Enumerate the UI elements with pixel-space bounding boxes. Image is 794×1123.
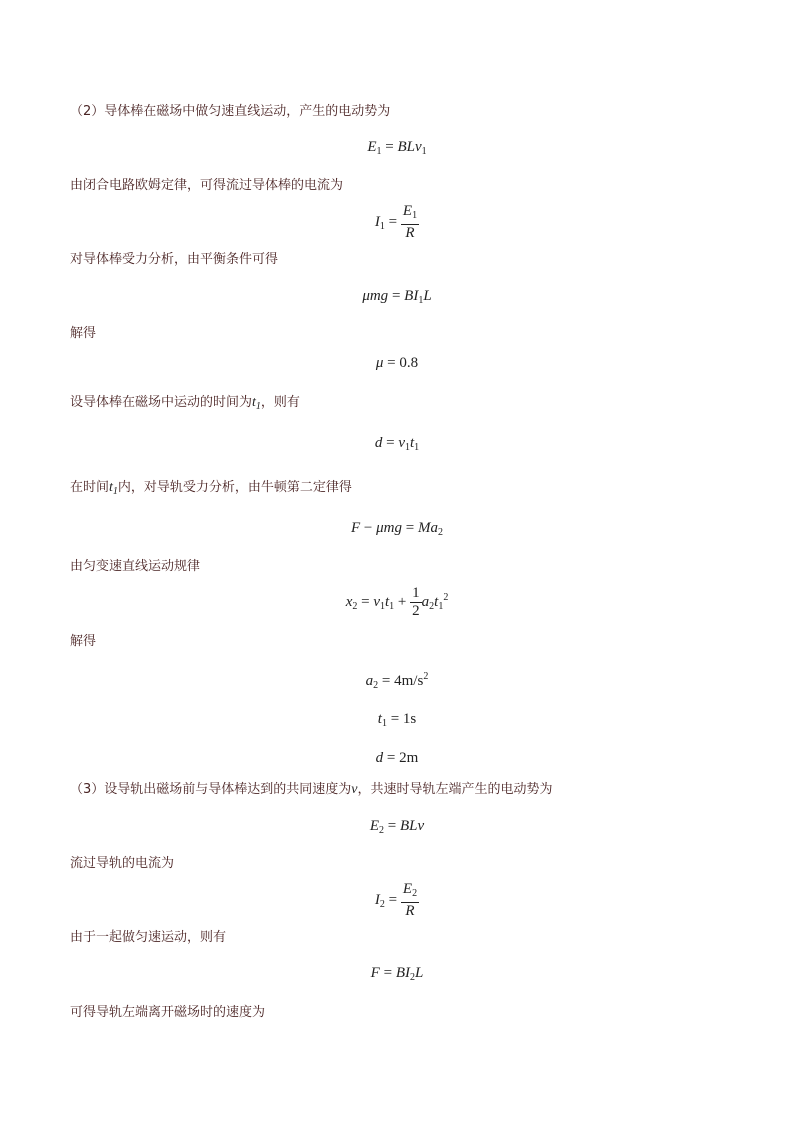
part3-intro bbox=[70, 782, 553, 798]
part3-intro-b: ，共速时导轨左端产生的电动势为 bbox=[357, 782, 553, 797]
equation-I2: $I_2$ = $\frac{E_2}{R}$ bbox=[374, 881, 418, 919]
text-balance: 对导体棒受力分析，由平衡条件可得 bbox=[70, 252, 279, 267]
equation-a2: $a_2 = 4m/s^2$ bbox=[365, 671, 429, 691]
text-current: 由闭合电路欧姆定律，可得流过导体棒的电流为 bbox=[70, 178, 344, 193]
text-uniform: 由于一起做匀速运动，则有 bbox=[70, 930, 227, 945]
text-time-b: ，则有 bbox=[260, 395, 300, 410]
equation-F: $F = BI_2L$ bbox=[370, 965, 424, 983]
text-kinematics: 由匀变速直线运动规律 bbox=[70, 559, 201, 574]
text-newton-b: 内，对导轨受力分析，由牛顿第二定律得 bbox=[117, 480, 352, 495]
equation-balance: $\mu mg = BI_1L$ bbox=[362, 288, 432, 306]
text-time-a: 设导体棒在磁场中运动的时间为 bbox=[70, 395, 253, 410]
equation-E2: $E_2$ = BLv bbox=[369, 818, 425, 836]
text-newton bbox=[70, 480, 352, 500]
text-solve-2: 解得 bbox=[70, 634, 97, 649]
text-final: 可得导轨左端离开磁场时的速度为 bbox=[70, 1005, 266, 1020]
equation-E1: $E_1 = BLv_1$ bbox=[367, 139, 427, 157]
math-v-inline: v bbox=[351, 782, 358, 797]
text-current-2: 流过导轨的电流为 bbox=[70, 856, 175, 871]
text-newton-a: 在时间 bbox=[70, 480, 110, 495]
equation-I1: $I_1$ = $\frac{E_1}{R}$ bbox=[374, 203, 418, 241]
part2-intro: （2）导体棒在磁场中做匀速直线运动，产生的电动势为 bbox=[70, 104, 391, 119]
part3-intro-a: （3）设导轨出磁场前与导体棒达到的共同速度为 bbox=[70, 782, 352, 797]
math-t1-inline-2: $t_1$ bbox=[109, 480, 118, 497]
equation-t1: $t_1 = 1s$ bbox=[377, 711, 417, 729]
text-solve-1: 解得 bbox=[70, 326, 97, 341]
equation-d: $d = v_1t_1$ bbox=[374, 435, 420, 453]
equation-x2: $x_2 = v_1t_1$ + $\frac{1}{2}$ $a_2t_1^2$ bbox=[345, 585, 449, 619]
text-time bbox=[70, 395, 300, 415]
math-t1-inline: $t_1$ bbox=[252, 395, 261, 412]
equation-newton: $F - \mu mg = Ma_2$ bbox=[351, 520, 443, 538]
equation-mu: μ = 0.8 bbox=[375, 355, 419, 371]
equation-d2: d = 2m bbox=[375, 750, 419, 766]
